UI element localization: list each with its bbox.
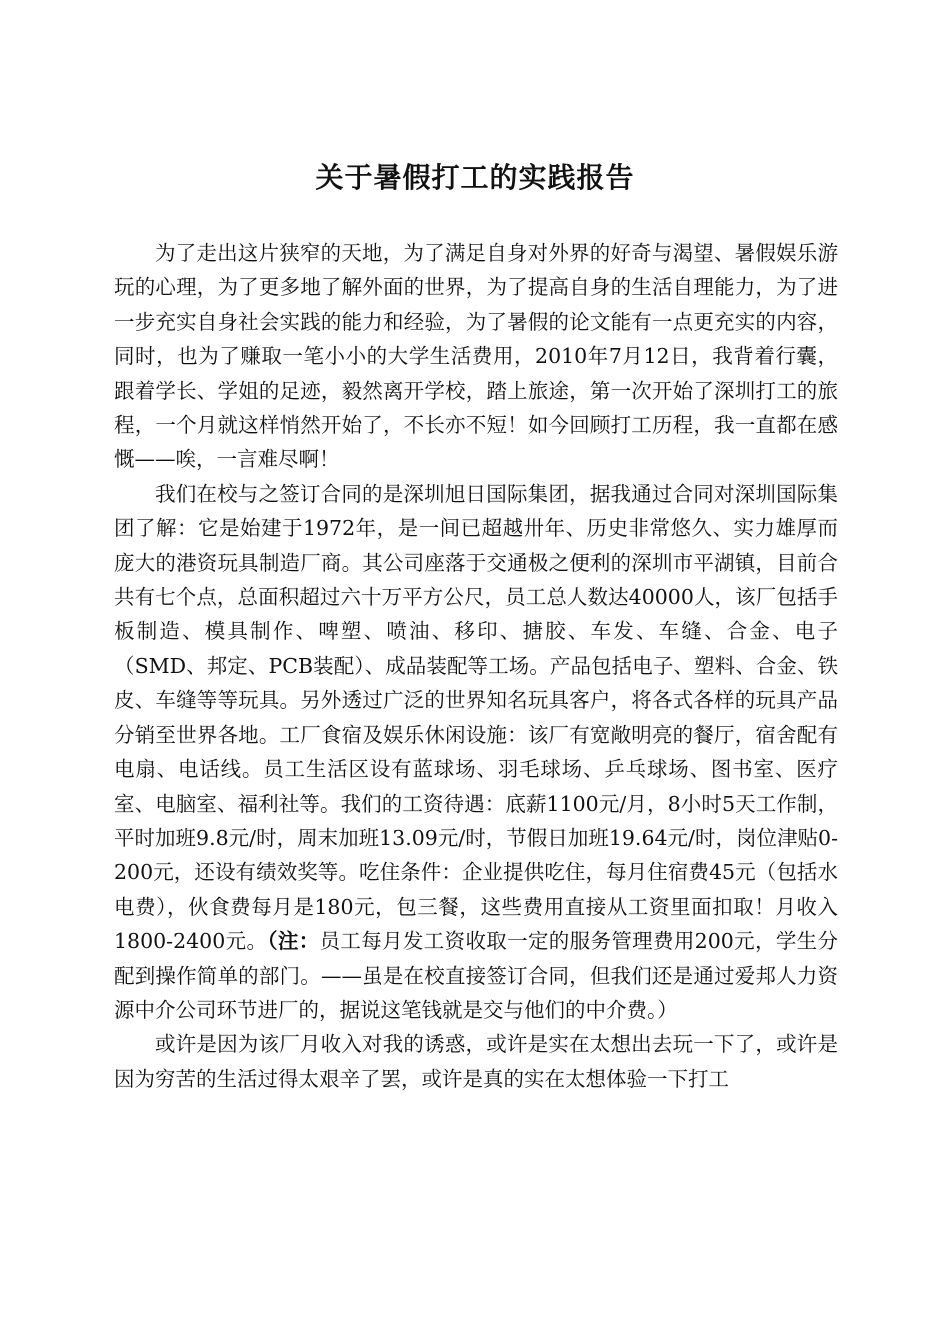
note-label: （注： — [267, 929, 320, 954]
document-title: 关于暑假打工的实践报告 — [315, 161, 635, 194]
paragraph-2 — [114, 477, 838, 1028]
paragraph-1: 为了走出这片狭窄的天地，为了满足自身对外界的好奇与渴望、暑假娱乐游玩的心理，为了更多地了解外面的世界，为了提高自身的生活自理能力，为了进一步充实自身社会实践的能力和经验，为了暑假的论文能有一点更充实的内容，同时，也为了赚取一笔小小的大学生活费用，2010年7月12日，我背着行囊，跟着学长、学姐的足迹，毅然离开学校，踏上旅途，第一次开始了深圳打工的旅程，一个月就这样悄然开始了，不长亦不短！如今回顾打工历程，我一直都在感慨——唉，一言难尽啊！ — [114, 241, 838, 472]
note-text: 员工每月发工资收取一定的服务管理费用200元，学生分配到操作简单的部门。——虽是在校直接签订合同，但我们还是通过爱邦人力资源中介公司环节进厂的，据说这笔钱就是交与他们的中介费。） — [114, 929, 838, 1022]
paragraph-2-text: 我们在校与之签订合同的是深圳旭日国际集团，据我通过合同对深圳国际集团了解：它是始建于1972年，是一间已超越卅年、历史非常悠久、实力雄厚而庞大的港资玩具制造厂商。其公司座落于交通极之便利的深圳市平湖镇，目前合共有七个点，总面积超过六十万平方公尺，员工总人数达40000人，该厂包括手板制造、模具制作、啤塑、喷油、移印、搪胶、车发、车缝、合金、电子（SMD、邦定、PCB装配）、成品装配等工场。产品包括电子、塑料、合金、铁皮、车缝等等玩具。另外透过广泛的世界知名玩具客户，将各式各样的玩具产品分销至世界各地。工厂食宿及娱乐休闲设施：该厂有宽敞明亮的餐厅，宿舍配有电扇、电话线。员工生活区设有蓝球场、羽毛球场、乒乓球场、图书室、医疗室、电脑室、福利社等。我们的工资待遇：底薪1100元/月，8小时5天工作制，平时加班9.8元/时，周末加班13.09元/时，节假日加班19.64元/时，岗位津贴0-200元，还设有绩效奖等。吃住条件：企业提供吃住，每月住宿费45元（包括水电费），伙食费每月是180元，包三餐，这些费用直接从工资里面扣取！月收入1800-2400元。 — [114, 481, 838, 954]
document-body — [114, 236, 838, 1096]
paragraph-3: 或许是因为该厂月收入对我的诱惑，或许是实在太想出去玩一下了，或许是因为穷苦的生活过得太艰辛了罢，或许是真的实在太想体验一下打工 — [114, 1032, 838, 1091]
